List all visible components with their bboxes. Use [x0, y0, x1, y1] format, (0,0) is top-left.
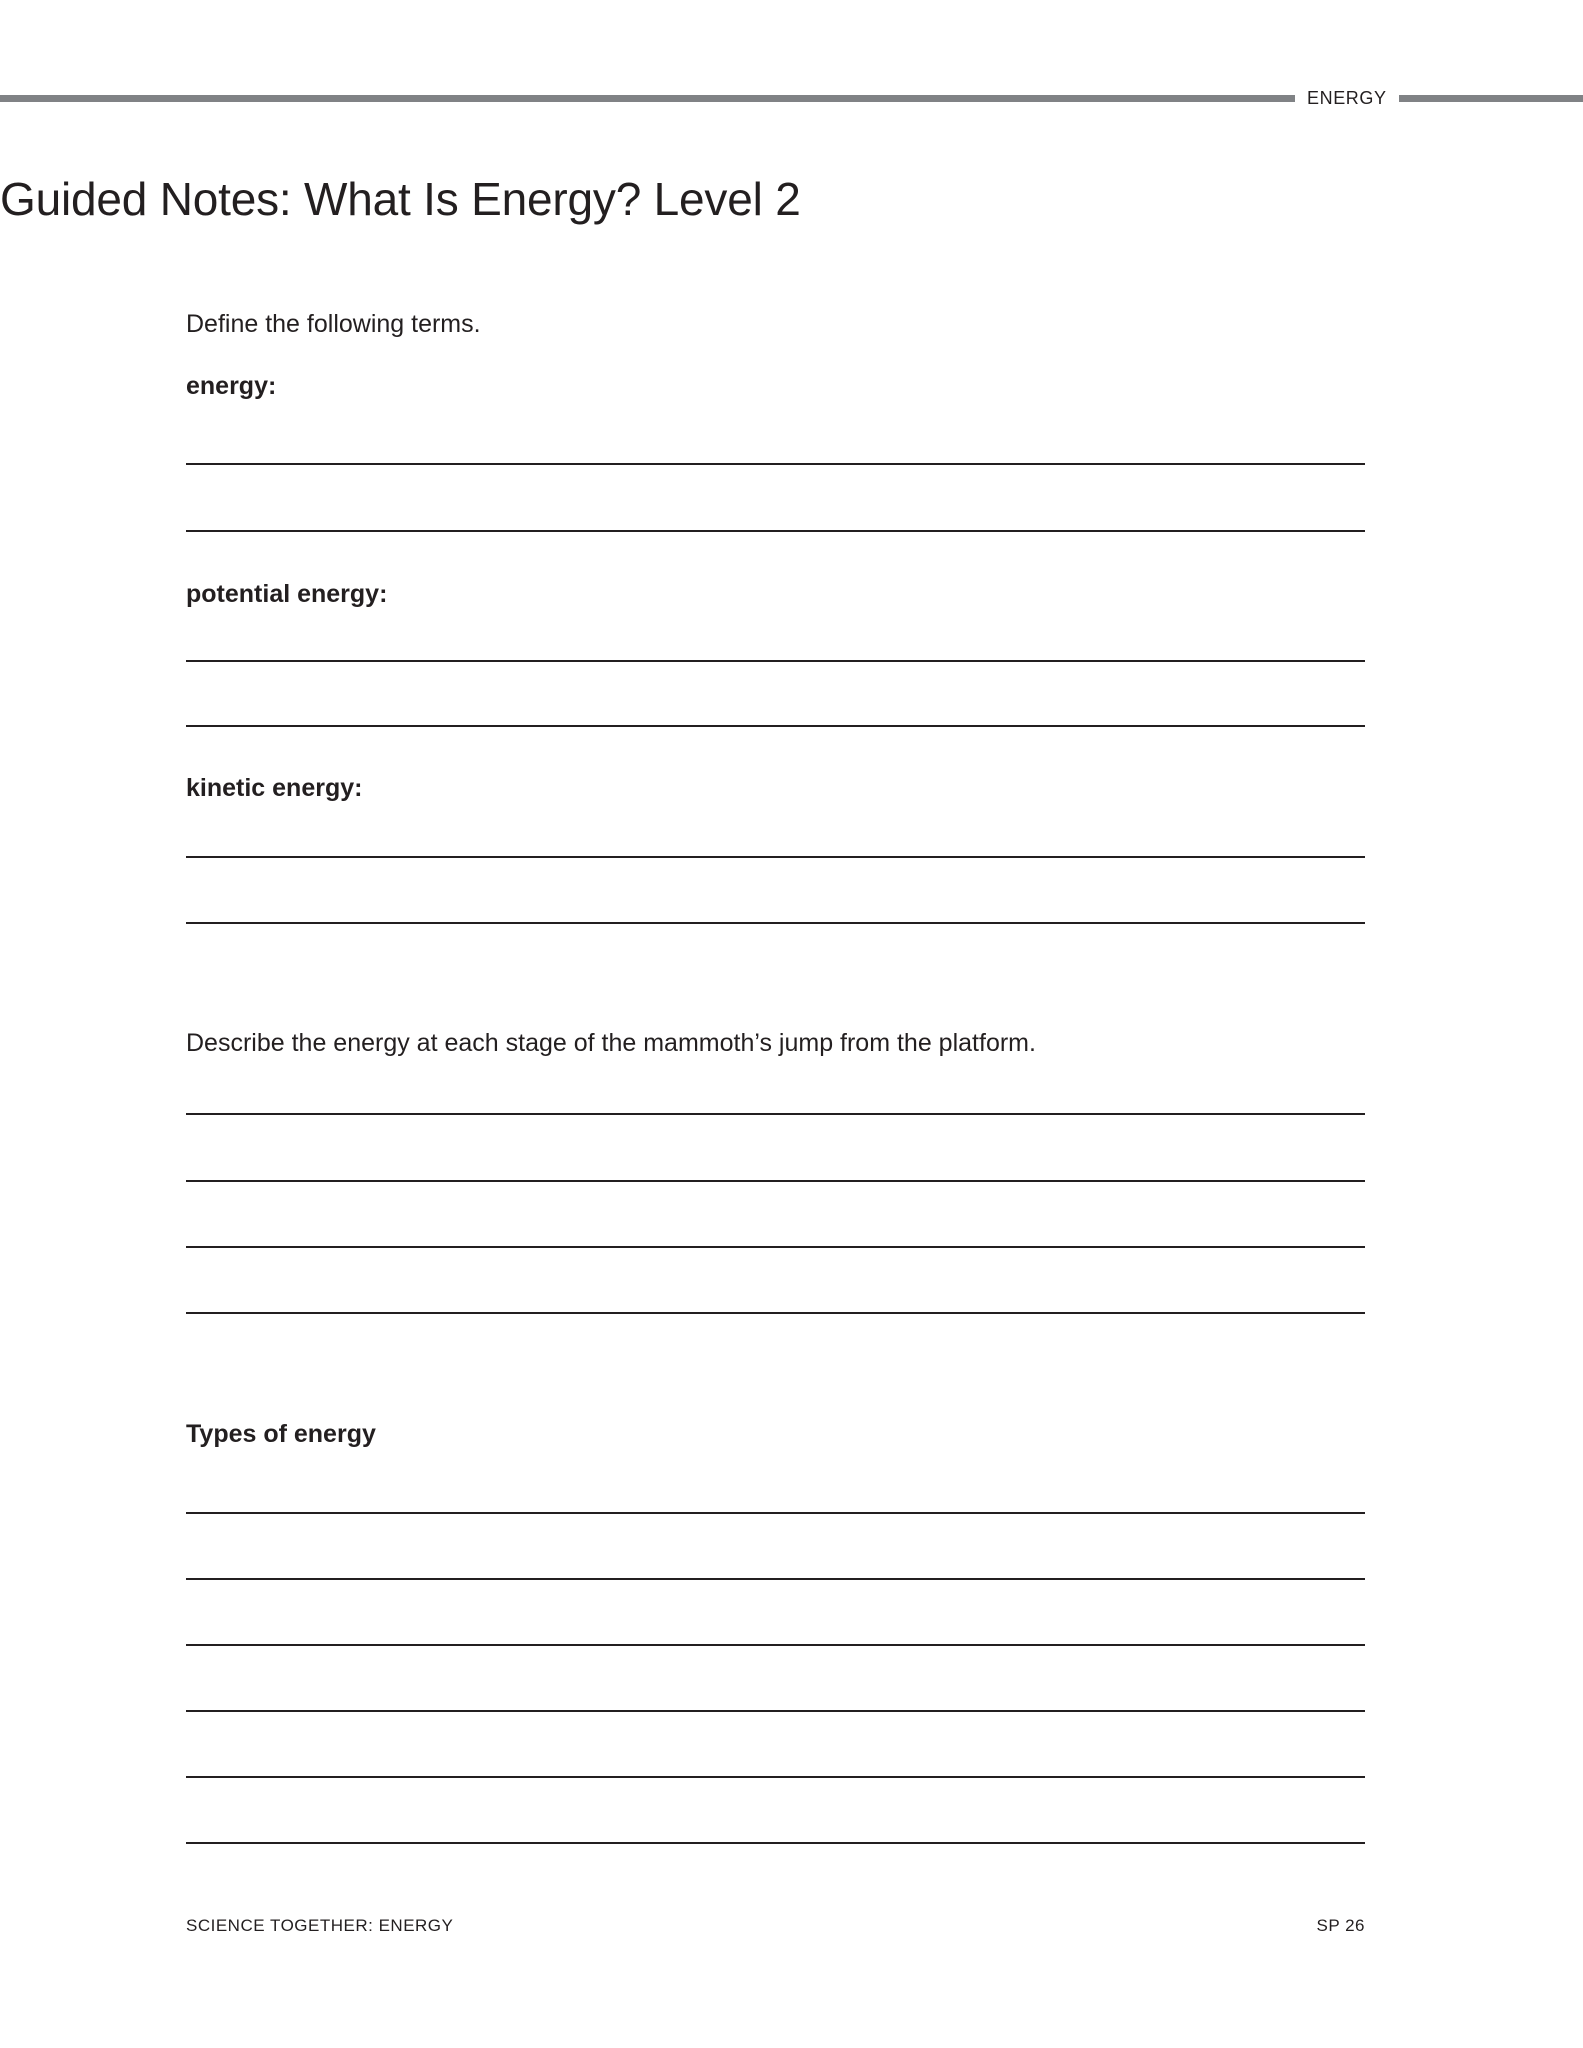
- writing-line[interactable]: [186, 1512, 1365, 1514]
- term-label-kinetic-energy: kinetic energy:: [186, 774, 363, 802]
- writing-line[interactable]: [186, 463, 1365, 465]
- writing-line[interactable]: [186, 1776, 1365, 1778]
- writing-line[interactable]: [186, 1842, 1365, 1844]
- running-header: [0, 85, 1583, 111]
- writing-line[interactable]: [186, 530, 1365, 532]
- footer-page-number: SP 26: [1316, 1916, 1365, 1935]
- writing-line[interactable]: [186, 922, 1365, 924]
- writing-line[interactable]: [186, 1644, 1365, 1646]
- term-label-potential-energy: potential energy:: [186, 580, 388, 608]
- writing-line[interactable]: [186, 856, 1365, 858]
- writing-line[interactable]: [186, 1312, 1365, 1314]
- writing-line[interactable]: [186, 1113, 1365, 1115]
- header-rule-right: [1399, 95, 1583, 102]
- writing-line[interactable]: [186, 660, 1365, 662]
- page-footer: [186, 1916, 1365, 1936]
- term-label-energy: energy:: [186, 372, 277, 400]
- header-rule-left: [0, 95, 1295, 102]
- define-instruction: Define the following terms.: [186, 310, 481, 338]
- writing-line[interactable]: [186, 1180, 1365, 1182]
- writing-line[interactable]: [186, 1246, 1365, 1248]
- page-title: Guided Notes: What Is Energy? Level 2: [0, 173, 801, 225]
- types-of-energy-heading: Types of energy: [186, 1420, 376, 1448]
- header-label: ENERGY: [1307, 88, 1387, 108]
- describe-instruction: Describe the energy at each stage of the mammoth’s jump from the platform.: [186, 1029, 1036, 1057]
- footer-left-text: SCIENCE TOGETHER: ENERGY: [186, 1916, 454, 1935]
- writing-line[interactable]: [186, 725, 1365, 727]
- writing-line[interactable]: [186, 1578, 1365, 1580]
- writing-line[interactable]: [186, 1710, 1365, 1712]
